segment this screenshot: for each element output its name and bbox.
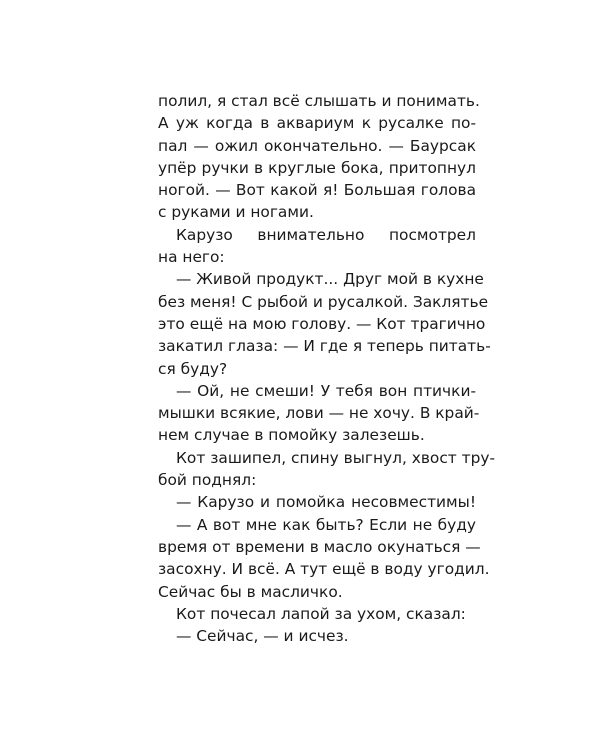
text-line: — Сейчас, — и исчез. <box>176 627 349 646</box>
text-line: — Живой продукт... Друг мой в кухне <box>176 270 484 289</box>
text-line: пал — ожил окончательно. — Баурсак <box>158 136 476 155</box>
text-line: засохну. И всё. А тут ещё в воду угодил. <box>158 560 490 579</box>
text-line: — А вот мне как быть? Если не буду <box>176 515 476 534</box>
text-line: Карузо внимательно посмотрел <box>176 225 476 244</box>
text-line: без меня! С рыбой и русалкой. Заклятье <box>158 292 489 311</box>
body-text <box>158 90 496 647</box>
text-line: ся буду? <box>158 359 228 378</box>
text-line: время от времени в масло окунаться — <box>158 537 481 556</box>
text-line: ногой. — Вот какой я! Большая голова <box>158 181 476 200</box>
text-line: Кот почесал лапой за ухом, сказал: <box>176 604 466 623</box>
text-line: мышки всякие, лови — не хочу. В край- <box>158 404 480 423</box>
text-line: А уж когда в аквариум к русалке по- <box>158 114 476 133</box>
text-line: с руками и ногами. <box>158 203 314 222</box>
text-line: это ещё на мою голову. — Кот трагично <box>158 314 486 333</box>
text-line: — Карузо и помойка несовместимы! <box>176 493 476 512</box>
text-line: бой поднял: <box>158 471 257 490</box>
text-line: закатил глаза: — И где я теперь питать- <box>158 337 491 356</box>
text-line: упёр ручки в круглые бока, притопнул <box>158 158 476 177</box>
text-line: нем случае в помойку залезешь. <box>158 426 425 445</box>
text-line: на него: <box>158 248 225 267</box>
text-line: полил, я стал всё слышать и понимать. <box>158 92 480 110</box>
text-line: — Ой, не смеши! У тебя вон птички- <box>176 381 476 400</box>
text-line: Сейчас бы в масличко. <box>158 582 343 601</box>
text-line: Кот зашипел, спину выгнул, хвост тру- <box>176 448 496 467</box>
